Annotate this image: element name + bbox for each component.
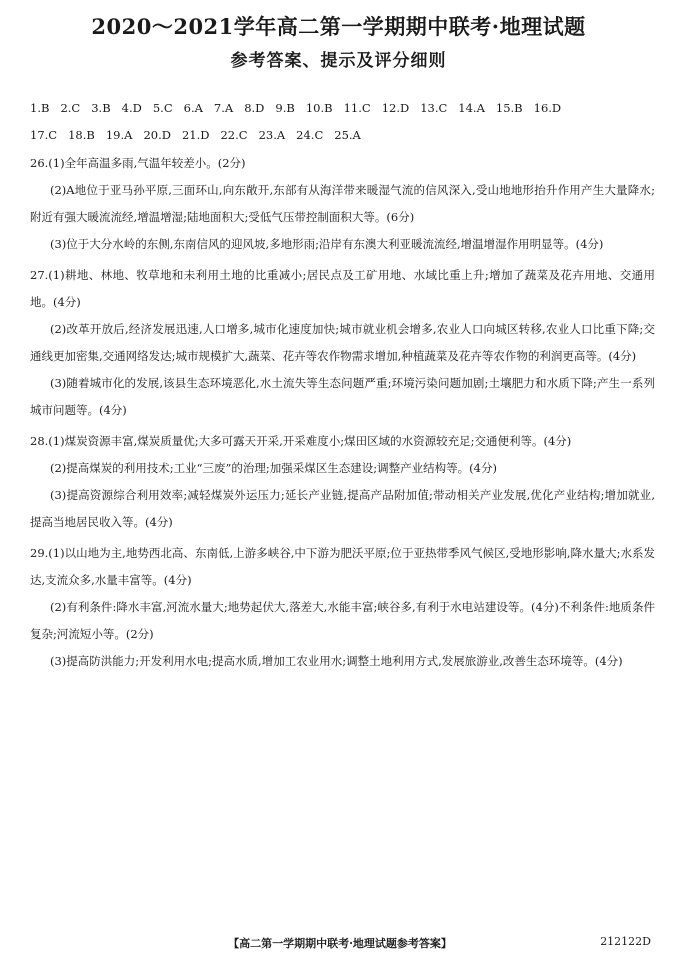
question-27 <box>30 262 655 424</box>
answer-item: 15.B <box>495 101 523 115</box>
answer-item: 19.A <box>105 128 133 142</box>
answer-item: 9.B <box>275 101 295 115</box>
answer-item: 4.D <box>121 101 142 115</box>
answer-item: 8.D <box>244 101 265 115</box>
question-28-part-2: (2)提高煤炭的利用技术;工业“三废”的治理;加强采煤区生态建设;调整产业结构等。(4分) <box>50 461 497 475</box>
answer-row-1 <box>30 95 660 122</box>
answer-item: 11.C <box>343 101 371 115</box>
answer-item: 16.D <box>533 101 562 115</box>
question-27-part-2: (2)改革开放后,经济发展迅速,人口增多,城市化速度加快;城市就业机会增多,农业人口向城区转移,农业人口比重下降;交通线更加密集,交通网络发达;城市规模扩大,蔬菜、花卉等农作物需求增加,种植蔬菜及花卉等农作物的利润更高等。(4分) <box>30 322 655 363</box>
question-28-part-1: 28.(1)煤炭资源丰富,煤炭质量优;大多可露天开采,开采难度小;煤田区域的水资源较充足;交通便利等。(4分) <box>30 434 572 448</box>
multiple-choice-answers <box>30 95 660 149</box>
document-subtitle: 参考答案、提示及评分细则 <box>230 51 447 71</box>
question-26-part-3: (3)位于大分水岭的东侧,东南信风的迎风坡,多地形雨;沿岸有东澳大利亚暖流流经,增温增湿作用明显等。(4分) <box>50 237 604 251</box>
footer-title: 【高二第一学期期中联考·地理试题参考答案】 <box>228 937 452 950</box>
answer-item: 3.B <box>91 101 111 115</box>
answer-item: 5.C <box>152 101 173 115</box>
document-title: 2020～2021学年高二第一学期期中联考·地理试题 <box>91 14 586 39</box>
answer-content <box>30 150 655 679</box>
answer-item: 17.C <box>30 128 58 142</box>
answer-item: 18.B <box>68 128 95 142</box>
footer-code: 212122D <box>600 935 651 948</box>
answer-item: 14.A <box>458 101 485 115</box>
answer-row-2 <box>30 122 660 149</box>
question-26 <box>30 150 655 258</box>
answer-item: 21.D <box>181 128 210 142</box>
answer-item: 7.A <box>213 101 234 115</box>
answer-item: 13.C <box>420 101 448 115</box>
answer-item: 12.D <box>381 101 410 115</box>
question-29 <box>30 540 655 675</box>
question-26-part-1: 26.(1)全年高温多雨,气温年较差小。(2分) <box>30 156 246 170</box>
question-26-part-2: (2)A地位于亚马孙平原,三面环山,向东敞开,东部有从海洋带来暖湿气流的信风深入,受山地地形抬升作用产生大量降水;附近有强大暖流流经,增温增湿;陆地面积大;受低气压带控制面积大等。(6分) <box>30 183 655 224</box>
question-27-part-1: 27.(1)耕地、林地、牧草地和未利用土地的比重减小;居民点及工矿用地、水域比重上升;增加了蔬菜及花卉用地、交通用地。(4分) <box>30 268 655 309</box>
question-29-part-1: 29.(1)以山地为主,地势西北高、东南低,上游多峡谷,中下游为肥沃平原;位于亚热带季风气候区,受地形影响,降水量大;水系发达,支流众多,水量丰富等。(4分) <box>30 546 655 587</box>
answer-item: 6.A <box>183 101 203 115</box>
question-28 <box>30 428 655 536</box>
answer-item: 2.C <box>60 101 81 115</box>
answer-item: 10.B <box>305 101 333 115</box>
question-29-part-2: (2)有利条件:降水丰富,河流水量大;地势起伏大,落差大,水能丰富;峡谷多,有利于水电站建设等。(4分)不利条件:地质条件复杂;河流短小等。(2分) <box>30 600 655 641</box>
question-29-part-3: (3)提高防洪能力;开发利用水电;提高水质,增加工农业用水;调整土地利用方式,发展旅游业,改善生态环境等。(4分) <box>50 654 623 668</box>
answer-item: 23.A <box>258 128 286 142</box>
answer-item: 1.B <box>30 101 50 115</box>
question-28-part-3: (3)提高资源综合利用效率;减轻煤炭外运压力;延长产业链,提高产品附加值;带动相关产业发展,优化产业结构;增加就业,提高当地居民收入等。(4分) <box>30 488 655 529</box>
answer-item: 24.C <box>296 128 324 142</box>
answer-item: 22.C <box>220 128 248 142</box>
answer-item: 20.D <box>143 128 171 142</box>
answer-item: 25.A <box>334 128 361 142</box>
question-27-part-3: (3)随着城市化的发展,该县生态环境恶化,水土流失等生态问题严重;环境污染问题加剧;土壤肥力和水质下降;产生一系列城市问题等。(4分) <box>30 376 655 417</box>
